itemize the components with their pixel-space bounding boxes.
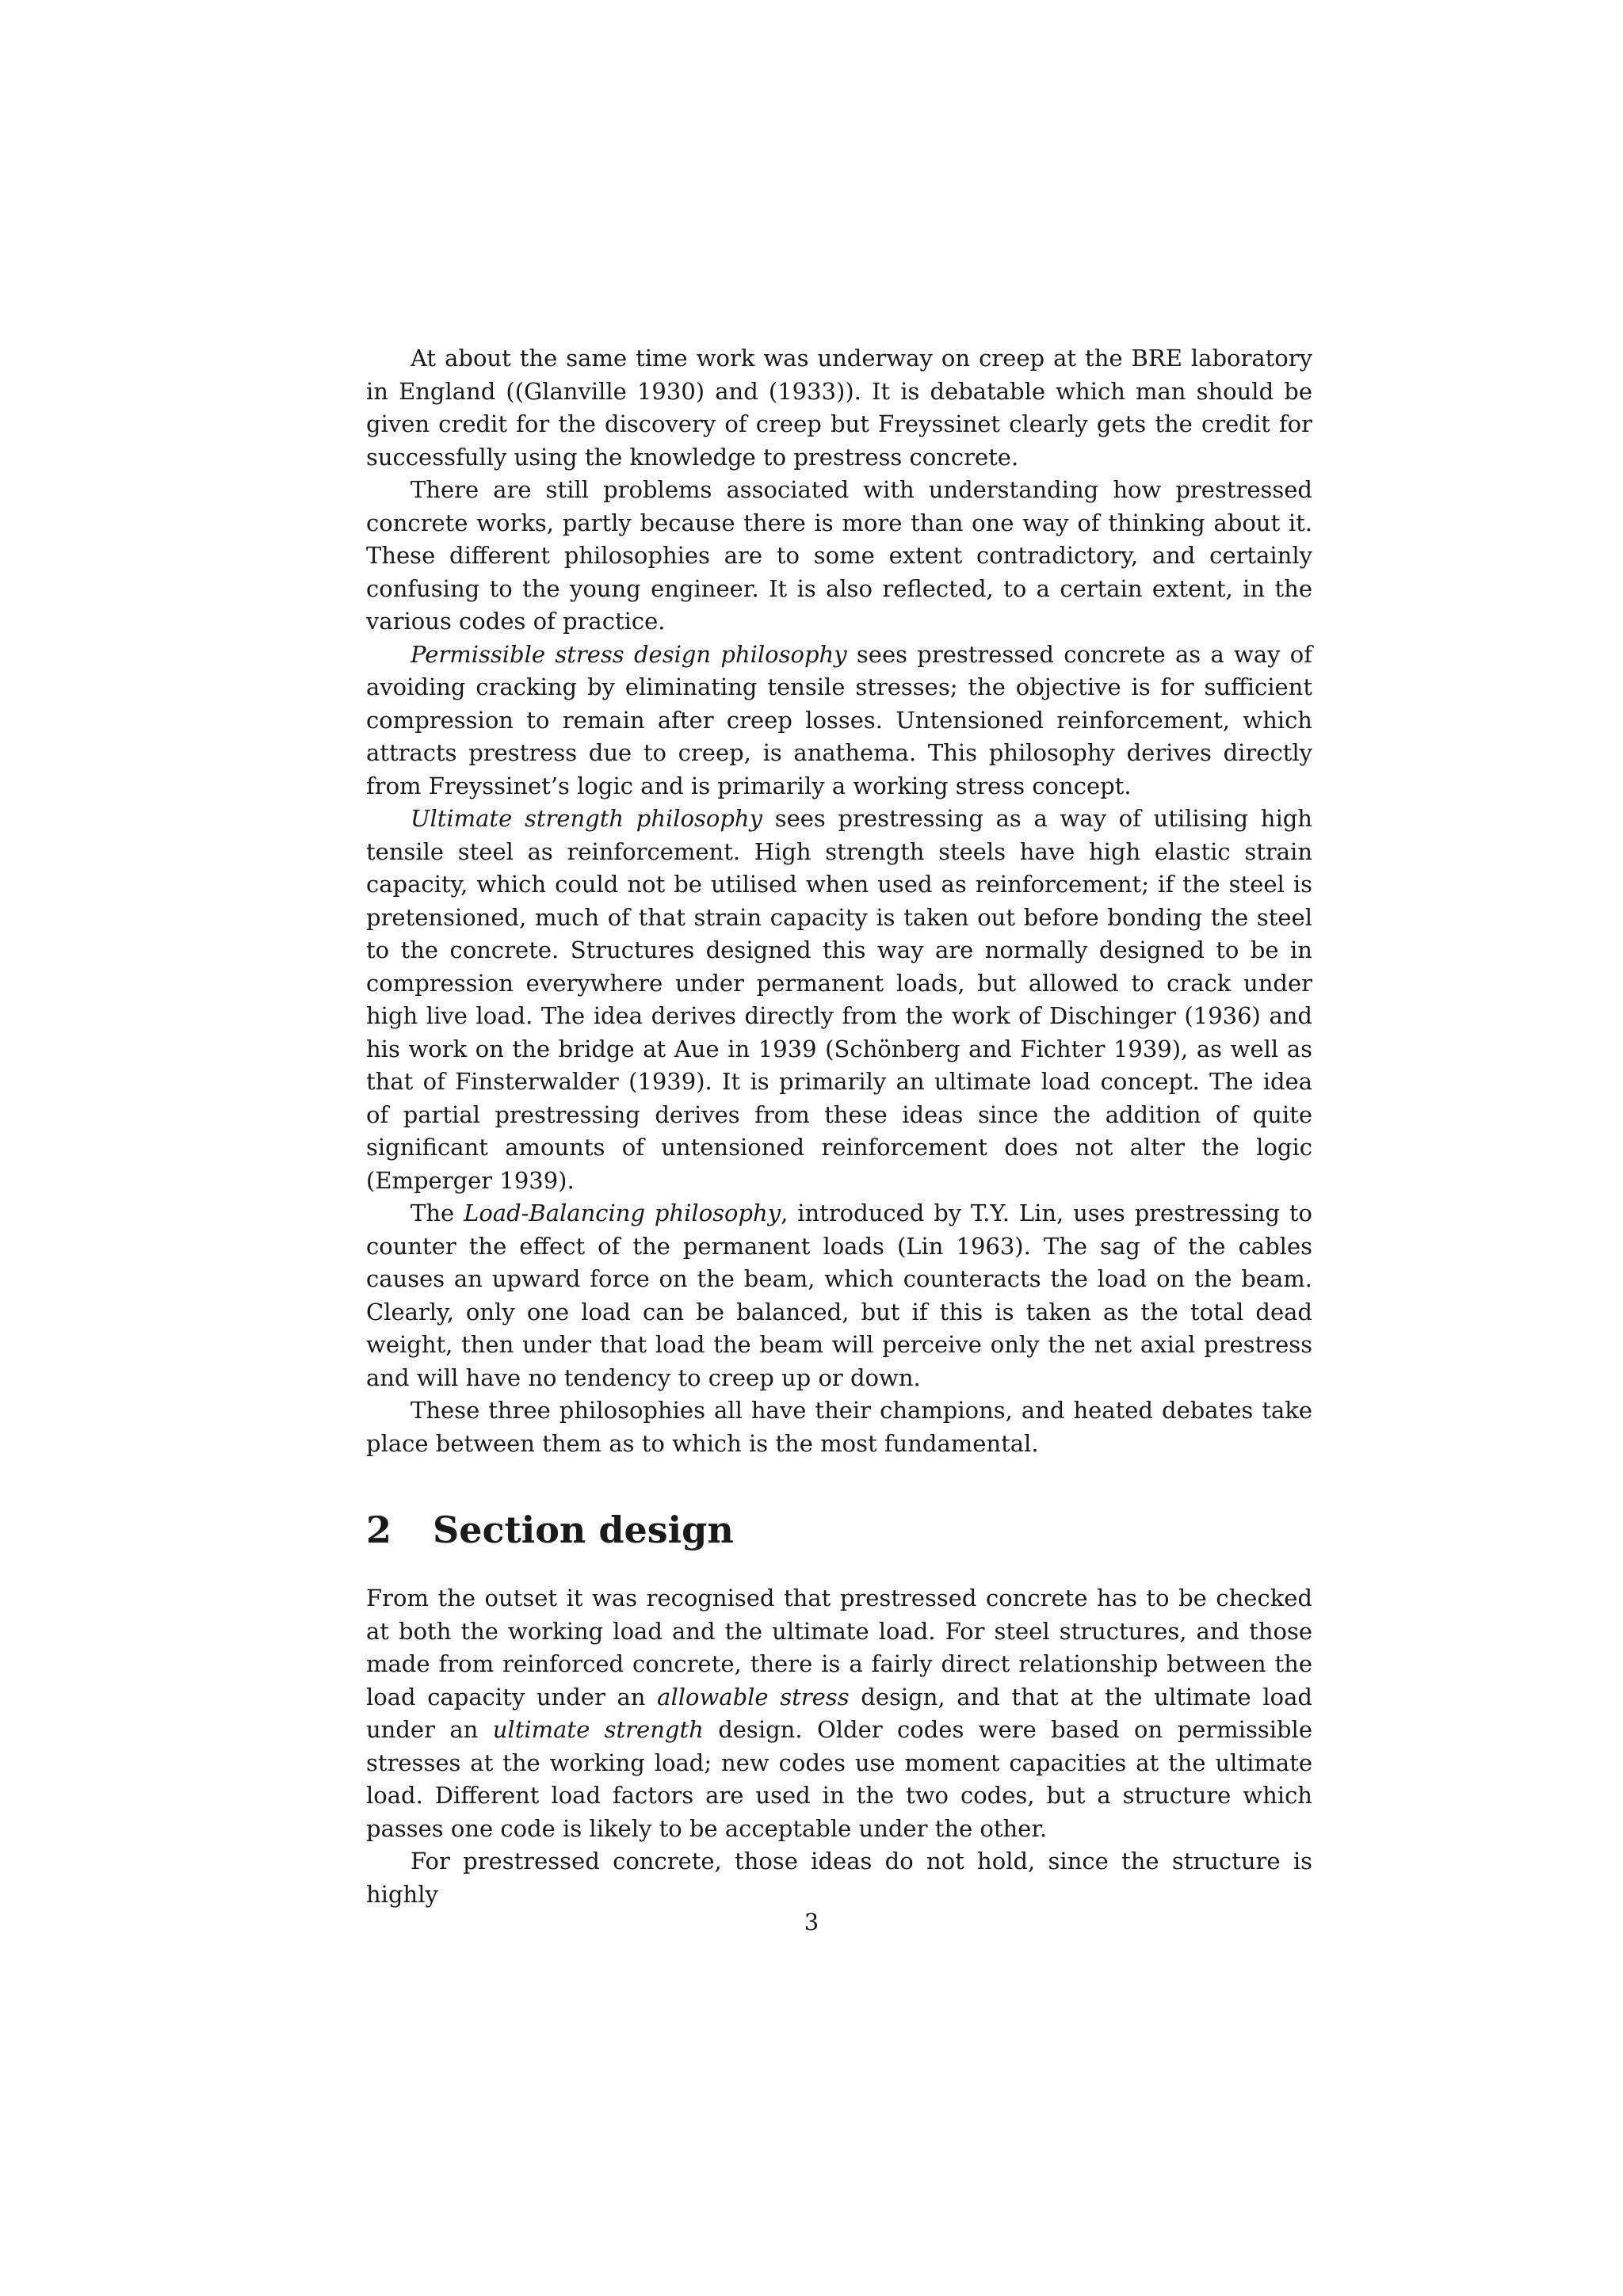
- text-run: From the outset it was recognised that prestressed concrete has to be checked at both the working load and the ultimate load. For steel structures, and those made from reinforced concrete, there is a fairly direct relationship between the load capacity under an: [366, 1585, 1312, 1711]
- paragraph: [366, 639, 1312, 803]
- paragraph: [366, 1394, 1312, 1460]
- text-run: These three philosophies all have their champions, and heated debates take place between them as to which is the most fundamental.: [366, 1397, 1312, 1457]
- italic-term: Ultimate strength philosophy: [411, 805, 762, 832]
- text-run: , introduced by T.Y. Lin, uses prestressing to counter the effect of the permanent loads (Lin 1963). The sag of the cables causes an upward force on the beam, which counteracts the load on the beam. Clearly, only one load can be balanced, but if this is taken as the total dead weight, then under that load the beam will perceive only the net axial prestress and will have no tendency to creep up or down.: [366, 1199, 1313, 1391]
- body-text-before-section: [366, 342, 1312, 1460]
- paragraph: [366, 1197, 1312, 1394]
- text-run: At about the same time work was underway on creep at the BRE laboratory in England ((Glanville 1930) and (1933)). It is debatable which man should be given credit for the discovery of creep but Freyssinet clearly gets the credit for successfully using the knowledge to prestress concrete.: [366, 345, 1312, 471]
- text-run: sees prestressing as a way of utilising high tensile steel as reinforcement. High strength steels have high elastic strain capacity, which could not be utilised when used as reinforcement; if the steel is pretensioned, much of that strain capacity is taken out before bonding the steel to the concrete. Structures designed this way are normally designed to be in compression everywhere under permanent loads, but allowed to crack under high live load. The idea derives directly from the work of Dischinger (1936) and his work on the bridge at Aue in 1939 (Schönberg and Fichter 1939), as well as that of Finsterwalder (1939). It is primarily an ultimate load concept. The idea of partial prestressing derives from these ideas since the addition of quite significant amounts of untensioned reinforcement does not alter the logic (Emperger 1939).: [366, 805, 1312, 1194]
- text-run: sees prestressed concrete as a way of avoiding cracking by eliminating tensile stresses; the objective is for sufficient compression to remain after creep losses. Untensioned reinforcement, which attracts prestress due to creep, is anathema. This philosophy derives directly from Freyssinet’s logic and is primarily a working stress concept.: [366, 640, 1313, 799]
- section-title: Section design: [433, 1508, 734, 1551]
- paragraph: [366, 474, 1312, 639]
- italic-term: ultimate strength: [492, 1716, 704, 1743]
- text-run: For prestressed concrete, those ideas do not hold, since the structure is highly: [366, 1848, 1312, 1908]
- text-run: There are still problems associated with understanding how prestressed concrete works, partly because there is more than one way of thinking about it. These different philosophies are to some extent contradictory, and certainly confusing to the young engineer. It is also reflected, to a certain extent, in the various codes of practice.: [366, 476, 1312, 635]
- paragraph: [366, 342, 1312, 474]
- page-number: 3: [804, 1909, 819, 1936]
- text-run: design, and that at the ultimate load under an: [366, 1683, 1312, 1743]
- body-text-after-section: [366, 1582, 1312, 1911]
- italic-term: allowable stress: [657, 1683, 850, 1711]
- paragraph: [366, 1582, 1312, 1845]
- text-run: design. Older codes were based on permissible stresses at the working load; new codes use moment capacities at the ultimate load. Different load factors are used in the two codes, but a structure which passes one code is likely to be acceptable under the other.: [366, 1716, 1312, 1842]
- page-body: [366, 342, 1312, 1911]
- text-run: The: [411, 1199, 464, 1226]
- paragraph: [366, 1845, 1312, 1911]
- section-number: 2: [366, 1508, 392, 1551]
- paragraph: [366, 803, 1312, 1197]
- italic-term: Load-Balancing philosophy: [464, 1199, 781, 1226]
- section-heading: [366, 1508, 1312, 1552]
- italic-term: Permissible stress design philosophy: [411, 640, 847, 668]
